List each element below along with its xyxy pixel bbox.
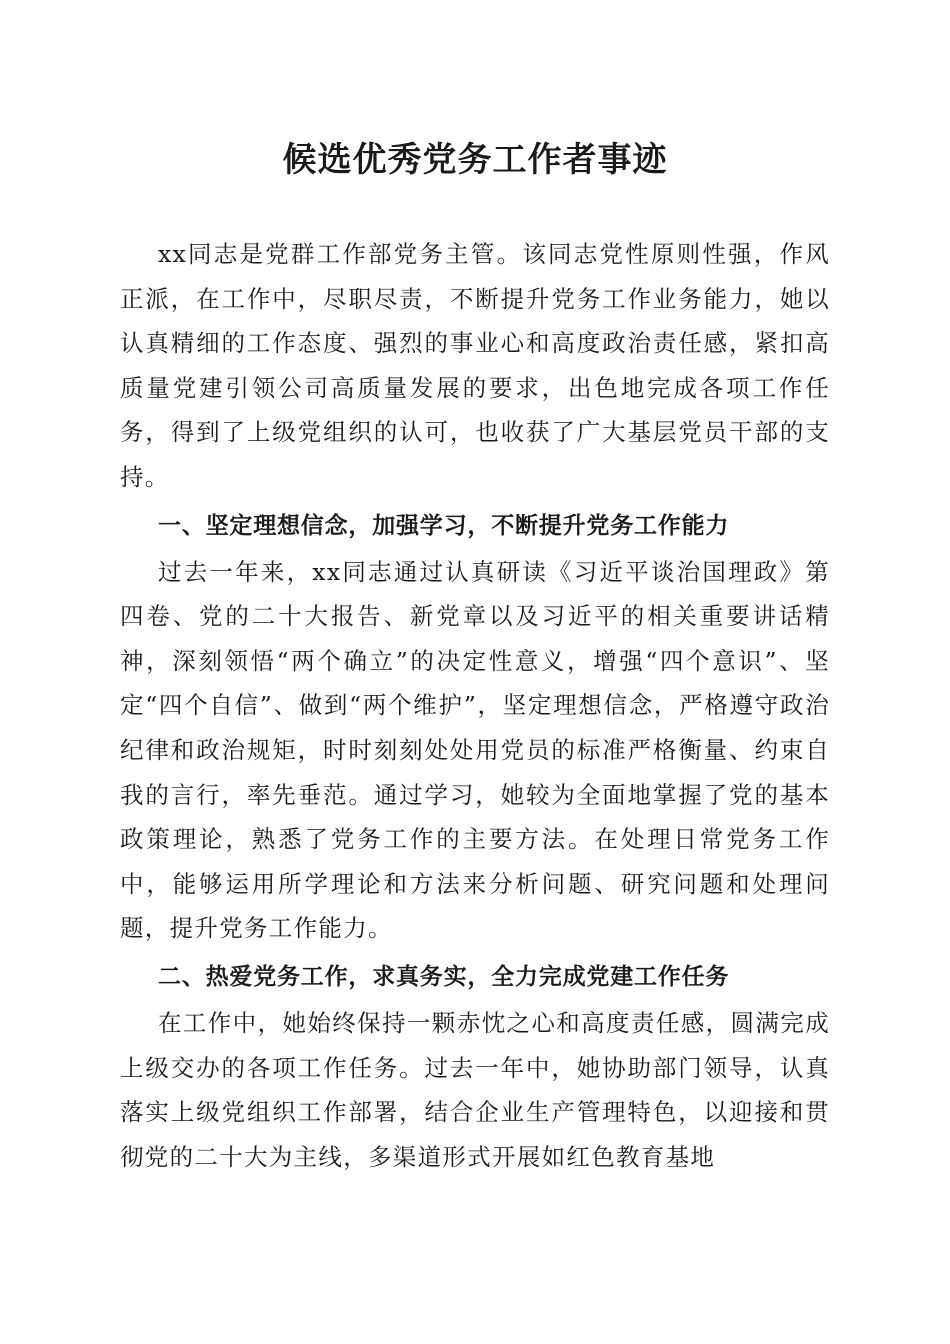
document-body [120, 232, 830, 1179]
section-2-paragraph: 在工作中，她始终保持一颗赤忱之心和高度责任感，圆满完成上级交办的各项工作任务。过去一年中，她协助部门领导，认真落实上级党组织工作部署，结合企业生产管理特色，以迎接和贯彻党的二十大为主线，多渠道形式开展如红色教育基地 [120, 1008, 830, 1171]
document-title: 候选优秀党务工作者事迹 [282, 140, 668, 180]
section-1-heading: 一、坚定理想信念，加强学习，不断提升党务工作能力 [158, 512, 730, 539]
section-2-heading: 二、热爱党务工作，求真务实，全力完成党建工作任务 [158, 963, 730, 990]
section-1-paragraph: 过去一年来，xx同志通过认真研读《习近平谈治国理政》第四卷、党的二十大报告、新党章以及习近平的相关重要讲话精神，深刻领悟“两个确立”的决定性意义，增强“四个意识”、坚定“四个自信”、做到“两个维护”，坚定理想信念，严格遵守政治纪律和政治规矩，时时刻刻处处用党员的标准严格衡量、约束自我的言行，率先垂范。通过学习，她较为全面地掌握了党的基本政策理论，熟悉了党务工作的主要方法。在处理日常党务工作中，能够运用所学理论和方法来分析问题、研究问题和处理问题，提升党务工作能力。 [120, 557, 830, 943]
intro-paragraph: xx同志是党群工作部党务主管。该同志党性原则性强，作风正派，在工作中，尽职尽责，不断提升党务工作业务能力，她以认真精细的工作态度、强烈的事业心和高度政治责任感，紧扣高质量党建引领公司高质量发展的要求，出色地完成各项工作任务，得到了上级党组织的认可，也收获了广大基层党员干部的支持。 [120, 240, 830, 491]
